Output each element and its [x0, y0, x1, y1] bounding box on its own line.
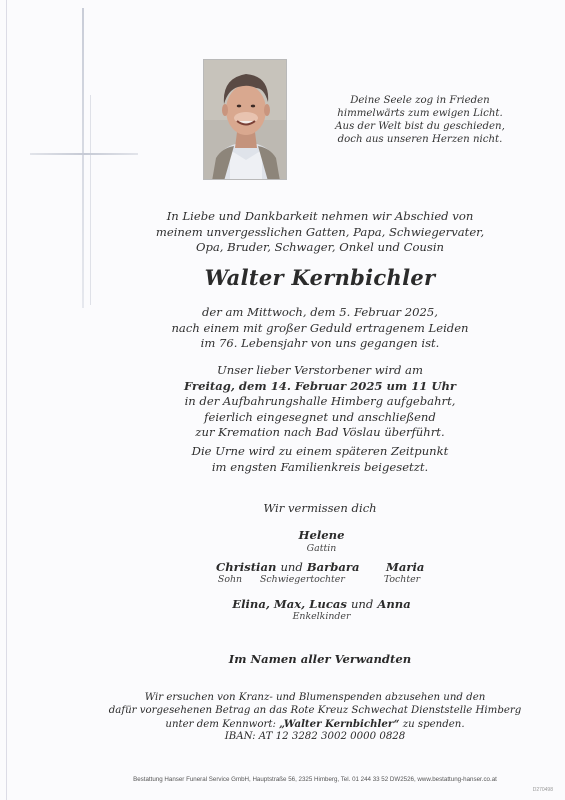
miss-heading: Wir vermissen dich [263, 501, 377, 515]
portrait-image [204, 60, 287, 180]
funeral-line: in der Aufbahrungshalle Himberg aufgebahrt, [184, 394, 456, 408]
undertaker-footer: Bestattung Hanser Funeral Service GmbH, Hauptstraße 56, 2325 Himberg, Tel. 01 244 33 52 DW2526, www.bestattung-hanser.co.at [133, 776, 497, 783]
request-line: Wir ersuchen von Kranz- und Blumenspenden abzusehen und den [144, 692, 486, 703]
cross-beam [30, 153, 138, 155]
family-barbara-role: Schwiegertochter [260, 574, 345, 585]
family-helene-role: Gattin [306, 543, 337, 554]
death-notice [110, 305, 530, 352]
cross-shadow [90, 95, 91, 305]
family-helene-name: Helene [298, 528, 345, 542]
family-christian-role: Sohn [217, 574, 243, 585]
request-suffix: zu spenden. [399, 718, 465, 730]
family-grandchildren-names: Elina, Max, Lucas [232, 597, 347, 611]
request-line [90, 718, 540, 732]
family-christian-name: Christian [216, 560, 277, 574]
family-barbara-name: Barbara [306, 560, 360, 574]
funeral-info [110, 363, 530, 441]
family-maria-name: Maria [386, 560, 425, 574]
death-line: nach einem mit großer Geduld ertragenem Leiden [171, 320, 469, 335]
family-und: und [280, 560, 303, 574]
poem-line: Deine Seele zog in Frieden [350, 95, 490, 106]
intro-line: meinem unvergesslichen Gatten, Papa, Schwiegervater, [155, 224, 485, 239]
funeral-line: feierlich eingesegnet und anschließend [204, 409, 436, 424]
family-grandchildren [0, 597, 565, 611]
family-grandchildren-role: Enkelkinder [292, 611, 351, 622]
intro-line: Opa, Bruder, Schwager, Onkel und Cousin [195, 240, 445, 254]
funeral-date-time: Freitag, dem 14. Februar 2025 um 11 Uhr [183, 378, 457, 393]
deceased-name: Walter Kernbichler [204, 265, 436, 290]
donation-request [90, 692, 540, 744]
poem-line: Aus der Welt bist du geschieden, [335, 121, 505, 132]
poem-line: doch aus unseren Herzen nicht. [337, 134, 503, 145]
urn-info [110, 444, 530, 475]
family-grandchild-anna: Anna [377, 597, 411, 611]
cross-icon [82, 8, 84, 308]
request-prefix: unter dem Kennwort: [165, 718, 280, 730]
portrait-photo [203, 59, 287, 180]
funeral-line: zur Kremation nach Bad Vöslau überführt. [195, 425, 445, 439]
family-und: und [350, 597, 374, 611]
iban: IBAN: AT 12 3282 3002 0000 0828 [224, 731, 406, 743]
urn-line: Die Urne wird zu einem späteren Zeitpunkt [191, 444, 449, 458]
urn-line: im engsten Familienkreis beigesetzt. [211, 459, 429, 474]
document-code: D270498 [532, 787, 553, 793]
request-line: dafür vorgesehenen Betrag an das Rote Kreuz Schwechat Dienststelle Himberg [108, 704, 522, 716]
death-line: der am Mittwoch, dem 5. Februar 2025, [202, 305, 438, 319]
margin-line [6, 0, 7, 800]
funeral-line: Unser lieber Verstorbener wird am [217, 363, 423, 377]
death-line: im 76. Lebensjahr von uns gegangen ist. [200, 336, 440, 350]
request-keyword: „Walter Kernbichler“ [279, 717, 400, 730]
poem [320, 94, 520, 146]
intro-text [110, 209, 530, 256]
family-maria-role: Tochter [383, 574, 421, 585]
poem-line: himmelwärts zum ewigen Licht. [337, 108, 503, 119]
intro-line: In Liebe und Dankbarkeit nehmen wir Abschied von [166, 209, 474, 223]
family-christian-barbara [216, 560, 360, 574]
closing-line: Im Namen aller Verwandten [228, 652, 412, 666]
